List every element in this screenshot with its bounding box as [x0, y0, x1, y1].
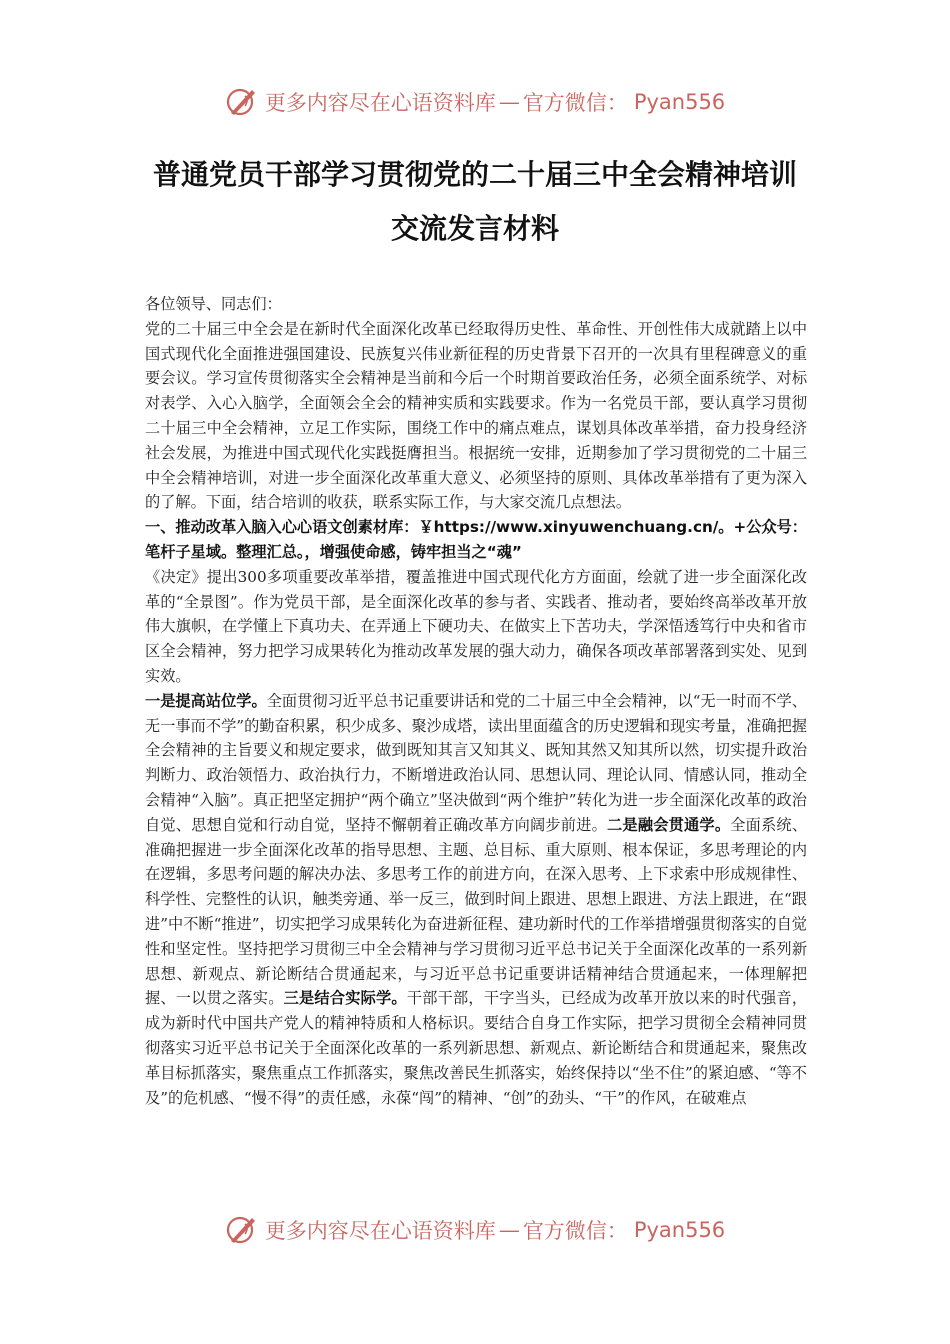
- top-banner: [0, 82, 950, 122]
- lead-text-3: 干部干部，干字当头，已经成为改革开放以来的时代强音，成为新时代中国共产党人的精神特质和人格标识。要结合自身工作实际，把学习贯彻全会精神同贯彻落实习近平总书记关于全面深化改革的一系列新思想、新观点、新论断结合和贯通起来，聚焦改革目标抓落实，聚焦重点工作抓落实，聚焦改善民生抓落实，始终保持以“坐不住”的紧迫感、“等不及”的危机感、“慢不得”的责任感，永葆“闯”的精神、“创”的劲头、“干”的作风，在破难点: [145, 989, 808, 1107]
- banner-label: 官方微信：: [522, 91, 628, 115]
- pen-logo-icon: [225, 1213, 259, 1247]
- intro-paragraph: 党的二十届三中全会是在新时代全面深化改革已经取得历史性、革命性、开创性伟大成就踏上以中国式现代化全面推进强国建设、民族复兴伟业新征程的历史背景下召开的一次具有里程碑意义的重要会议。学习宣传贯彻落实全会精神是当前和今后一个时期首要政治任务，必须全面系统学、对标对表学、入心入脑学，全面领会全会的精神实质和实践要求。作为一名党员干部，要认真学习贯彻二十届三中全会精神，立足工作实际，围绕工作中的痛点难点，谋划具体改革举措，奋力投身经济社会发展，为推进中国式现代化实践挺膺担当。根据统一安排，近期参加了学习贯彻党的二十届三中全会精神培训，对进一步全面深化改革重大意义、必须坚持的原则、具体改革举措有了更为深入的了解。下面，结合培训的收获，联系实际工作，与大家交流几点想法。: [145, 319, 807, 512]
- section-paragraph-2: [145, 689, 807, 1111]
- document-body: [145, 292, 807, 1110]
- bottom-banner: [0, 1210, 950, 1250]
- banner-text: 更多内容尽在心语资料库: [264, 1219, 496, 1243]
- lead-phrase-2: 二是融会贯通学。: [607, 815, 731, 834]
- lead-text-2: 全面系统、准确把握进一步全面深化改革的指导思想、主题、总目标、重大原则、根本保证，多思考理论的内在逻辑，多思考问题的解决办法、多思考工作的前进方向，在深入思考、上下求索中形成规律性、科学性、完整性的认识，触类旁通、举一反三，做到时间上跟进、思想上跟进、方法上跟进，在“跟进”中不断“推进”，切实把学习成果转化为奋进新征程、建功新时代的工作举措增强贯彻落实的自觉性和坚定性。坚持把学习贯彻三中全会精神与学习贯彻习近平总书记关于全面深化改革的一系列新思想、新观点、新论断结合贯通起来，与习近平总书记重要讲话精神结合贯通起来，一体理解把握、一以贯之落实。: [145, 815, 808, 1008]
- document-title: [0, 148, 950, 256]
- banner-dash: —: [498, 1218, 520, 1242]
- banner-wechat-id: Pyan556: [633, 90, 726, 114]
- lead-phrase-1: 一是提高站位学。: [145, 691, 267, 710]
- pen-logo-icon: [225, 85, 259, 119]
- banner-dash: —: [498, 90, 520, 114]
- title-line-1: 普通党员干部学习贯彻党的二十届三中全会精神培训: [152, 158, 797, 191]
- lead-text-1: 全面贯彻习近平总书记重要讲话和党的二十届三中全会精神，以“无一时而不学、无一事而不学”的勤奋积累，积少成多、聚沙成塔，读出里面蕴含的历史逻辑和现实考量，准确把握全会精神的主旨要义和规定要求，做到既知其言又知其义、既知其然又知其所以然，切实提升政治判断力、政治领悟力、政治执行力，不断增进政治认同、思想认同、理论认同、情感认同，推动全会精神“入脑”。真正把坚定拥护“两个确立”坚决做到“两个维护”转化为进一步全面深化改革的政治自觉、思想自觉和行动自觉，坚持不懈朝着正确改革方向阔步前进。: [145, 691, 807, 834]
- greeting: 各位领导、同志们：: [145, 295, 282, 313]
- banner-label: 官方微信：: [522, 1219, 628, 1243]
- banner-wechat-id: Pyan556: [633, 1218, 726, 1242]
- lead-phrase-3: 三是结合实际学。: [283, 989, 407, 1008]
- banner-text: 更多内容尽在心语资料库: [264, 91, 496, 115]
- section-heading-1: 一、推动改革入脑入心心语文创素材库：￥https://www.xinyuwenchuang.cn/。+公众号：笔杆子星域。整理汇总。，增强使命感，铸牢担当之“魂”: [145, 518, 807, 561]
- section-paragraph-1: 《决定》提出300多项重要改革举措，覆盖推进中国式现代化方方面面，绘就了进一步全面深化改革的“全景图”。作为党员干部，是全面深化改革的参与者、实践者、推动者，要始终高举改革开放伟大旗帜，在学懂上下真功夫、在弄通上下硬功夫、在做实上下苦功夫，学深悟透笃行中央和省市区全会精神，努力把学习成果转化为推动改革发展的强大动力，确保各项改革部署落到实处、见到实效。: [145, 567, 807, 685]
- title-line-2: 交流发言材料: [390, 212, 559, 245]
